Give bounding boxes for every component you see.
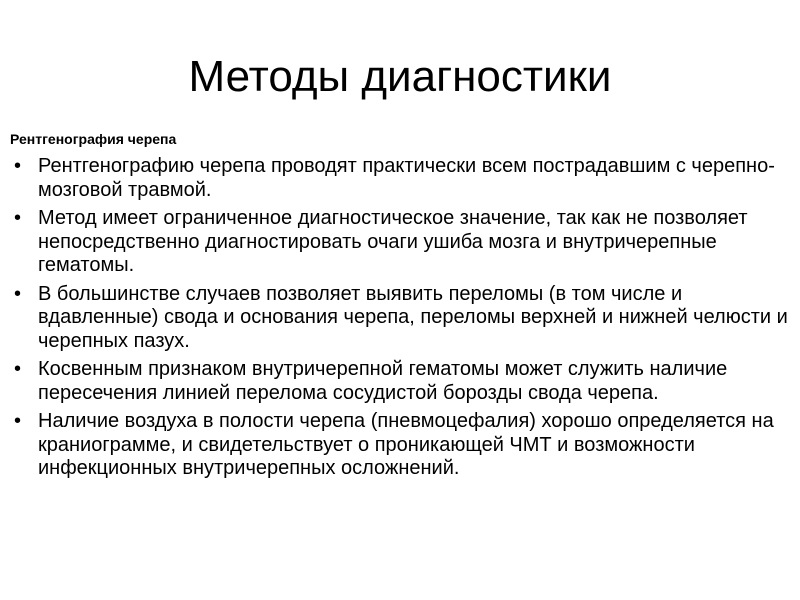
bullet-text: Косвенным признаком внутричерепной гематомы может служить наличие пересечения линией перелома сосудистой борозды свода черепа. — [38, 358, 728, 404]
bullet-item — [14, 358, 794, 405]
slide-title: Методы диагностики — [188, 52, 612, 102]
bullet-item — [14, 155, 794, 202]
bullet-text: Наличие воздуха в полости черепа (пневмоцефалия) хорошо определяется на краниограмме, и свидетельствует о проникающей ЧМТ и возможности инфекционных внутричерепных осложнений. — [38, 410, 774, 479]
bullet-text: Метод имеет ограниченное диагностическое значение, так как не позволяет непосредственно диагностировать очаги ушиба мозга и внутричерепные гематомы. — [38, 207, 748, 276]
bullet-icon: • — [14, 155, 22, 177]
bullet-icon: • — [14, 410, 22, 432]
bullet-text: Рентгенографию черепа проводят практически всем пострадавшим с черепно-мозговой травмой. — [38, 155, 775, 201]
bullet-item — [14, 283, 794, 354]
bullet-icon: • — [14, 358, 22, 380]
bullet-text: В большинстве случаев позволяет выявить переломы (в том числе и вдавленные) свода и основания черепа, переломы верхней и нижней челюсти и черепных пазух. — [38, 282, 788, 352]
bullet-item — [14, 410, 794, 481]
section-subtitle: Рентгенография черепа — [10, 131, 177, 147]
bullet-icon: • — [14, 282, 22, 305]
bullet-item — [14, 207, 794, 278]
bullet-icon: • — [14, 207, 22, 229]
bullet-list — [14, 155, 794, 486]
